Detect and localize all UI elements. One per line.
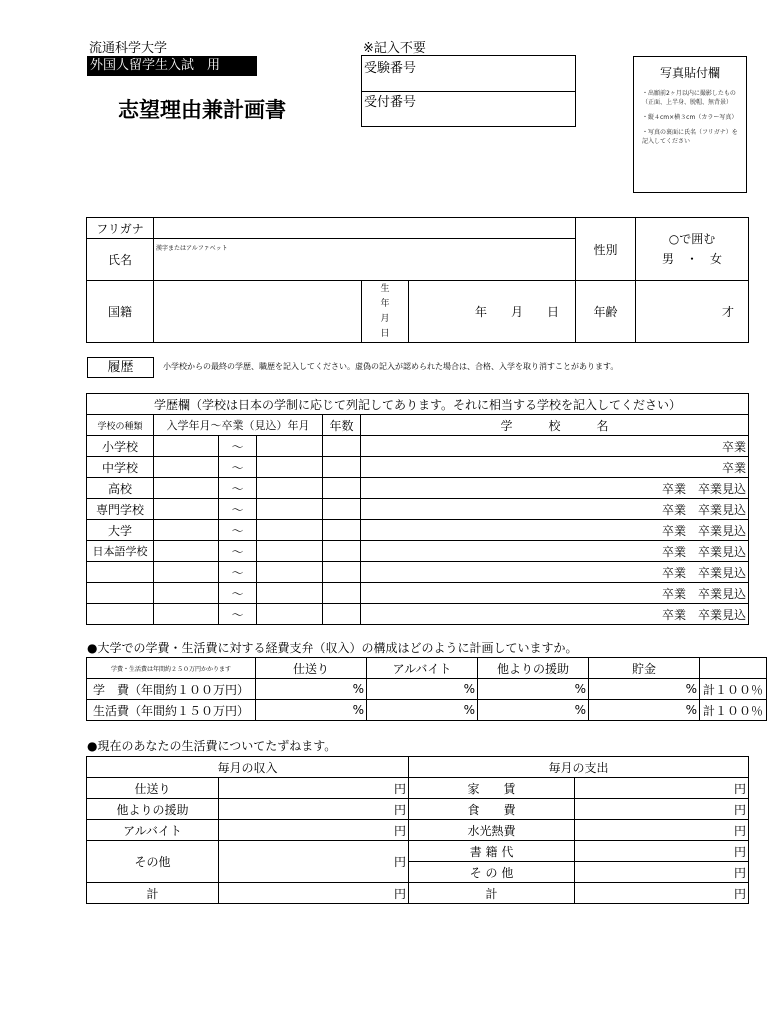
graduation-date-field[interactable] (257, 583, 323, 604)
table-row (87, 541, 749, 562)
name-field[interactable] (154, 239, 576, 281)
years-field[interactable] (323, 583, 361, 604)
graduation-date-field[interactable] (257, 478, 323, 499)
table-row (87, 604, 749, 625)
table-row (87, 820, 749, 841)
school-name-field[interactable] (361, 604, 749, 625)
gender-instruction: ○で囲む (668, 232, 716, 246)
table-row (87, 583, 749, 604)
table-row (87, 799, 749, 820)
graduation-status[interactable]: 卒業 卒業見込 (662, 481, 747, 496)
tuition-label: 学 費（年間約１００万円） (87, 679, 256, 700)
graduation-status[interactable]: 卒業 卒業見込 (662, 607, 747, 622)
photo-area[interactable] (633, 56, 747, 193)
funding-header-note: 学費・生活費は年間約２５０万円かかります (87, 658, 256, 679)
school-type: 中学校 (87, 457, 154, 478)
tilde: ～ (219, 478, 257, 499)
col-other-support: 他よりの援助 (478, 658, 589, 679)
school-name-field[interactable] (361, 478, 749, 499)
photo-note-1: ・出願前2ヶ月以内に撮影したもの（正面、上半身、脱帽、無背景） (642, 90, 736, 106)
col-period: 入学年月～卒業（見込）年月 (154, 415, 323, 436)
percent-field[interactable]: % (256, 700, 367, 721)
birthdate-label: 生 年 月 日 (362, 281, 409, 343)
years-field[interactable] (323, 562, 361, 583)
income-label: その他 (87, 841, 219, 883)
income-label: 他よりの援助 (87, 799, 219, 820)
living-cost-label: 生活費（年間約１５０万円） (87, 700, 256, 721)
nationality-label: 国籍 (87, 281, 154, 343)
expense-amount-field[interactable]: 円 (575, 820, 749, 841)
exam-number-box[interactable] (361, 55, 576, 92)
school-type: 小学校 (87, 436, 154, 457)
expense-header: 毎月の支出 (409, 757, 749, 778)
col-years: 年数 (323, 415, 361, 436)
income-header: 毎月の収入 (87, 757, 409, 778)
furigana-label: フリガナ (87, 218, 154, 239)
funding-header-blank (700, 658, 767, 679)
graduation-status[interactable]: 卒業 卒業見込 (662, 586, 747, 601)
school-name-field[interactable] (361, 436, 749, 457)
years-field[interactable] (323, 457, 361, 478)
entry-date-field[interactable] (154, 583, 219, 604)
school-name-field[interactable] (361, 583, 749, 604)
percent-field[interactable]: % (478, 700, 589, 721)
entry-date-field[interactable] (154, 541, 219, 562)
nationality-field[interactable] (154, 281, 362, 343)
table-row (87, 457, 749, 478)
expense-total-label: 計 (409, 883, 575, 904)
history-note: 小学校からの最終の学歴、職歴を記入してください。虚偽の記入が認められた場合は、合格、入学を取り消すことがあります。 (163, 362, 619, 371)
photo-title: 写真貼付欄 (659, 66, 720, 80)
gender-label: 性別 (576, 218, 636, 281)
gender-cell[interactable] (636, 218, 749, 281)
expense-total-field[interactable]: 円 (575, 883, 749, 904)
table-row (87, 520, 749, 541)
school-type[interactable] (87, 562, 154, 583)
age-label: 年齢 (576, 281, 636, 343)
income-total-field[interactable]: 円 (219, 883, 409, 904)
expense-amount-field[interactable]: 円 (575, 862, 749, 883)
gender-options[interactable]: 男 ・ 女 (662, 252, 723, 266)
school-type[interactable] (87, 583, 154, 604)
school-type: 日本語学校 (87, 541, 154, 562)
graduation-status[interactable]: 卒業 卒業見込 (662, 502, 747, 517)
income-label: 仕送り (87, 778, 219, 799)
table-row (87, 478, 749, 499)
school-name-field[interactable] (361, 520, 749, 541)
expense-label: そ の 他 (409, 862, 575, 883)
tilde: ～ (219, 583, 257, 604)
living-question: ●現在のあなたの生活費についてたずねます。 (87, 739, 337, 753)
graduation-date-field[interactable] (257, 520, 323, 541)
no-entry-note: ※記入不要 (363, 41, 426, 56)
school-name-field[interactable] (361, 499, 749, 520)
table-row (87, 436, 749, 457)
expense-label: 家 賃 (409, 778, 575, 799)
graduation-status[interactable]: 卒業 卒業見込 (662, 544, 747, 559)
percent-field[interactable]: % (256, 679, 367, 700)
years-field[interactable] (323, 604, 361, 625)
expense-label: 書 籍 代 (409, 841, 575, 862)
funding-table (86, 657, 767, 721)
graduation-date-field[interactable] (257, 436, 323, 457)
income-amount-field[interactable]: 円 (219, 841, 409, 883)
income-amount-field[interactable]: 円 (219, 799, 409, 820)
table-row (87, 679, 767, 700)
entry-date-field[interactable] (154, 562, 219, 583)
expense-label: 食 費 (409, 799, 575, 820)
table-row (87, 883, 749, 904)
expense-label: 水光熱費 (409, 820, 575, 841)
total-percent: 計１００％ (700, 700, 767, 721)
photo-note-2: ・縦４cm×横３cm（カラー写真） (642, 114, 738, 121)
graduation-date-field[interactable] (257, 457, 323, 478)
graduation-date-field[interactable] (257, 604, 323, 625)
col-school-type: 学校の種類 (87, 415, 154, 436)
exam-type-label: 外国人留学生入試 用 (87, 56, 257, 76)
col-allowance: 仕送り (256, 658, 367, 679)
table-row (87, 700, 767, 721)
entry-date-field[interactable] (154, 520, 219, 541)
school-type: 大学 (87, 520, 154, 541)
tilde: ～ (219, 604, 257, 625)
entry-date-field[interactable] (154, 478, 219, 499)
entry-date-field[interactable] (154, 457, 219, 478)
education-history-table (86, 393, 749, 625)
percent-field[interactable]: % (589, 679, 700, 700)
graduation-status[interactable]: 卒業 (722, 460, 747, 475)
years-field[interactable] (323, 541, 361, 562)
total-percent: 計１００％ (700, 679, 767, 700)
school-name-field[interactable] (361, 541, 749, 562)
photo-note-3: ・写真の裏面に氏名（フリガナ）を記入してください (642, 129, 738, 145)
percent-field[interactable]: % (367, 679, 478, 700)
col-part-time: アルバイト (367, 658, 478, 679)
expense-amount-field[interactable]: 円 (575, 841, 749, 862)
entry-date-field[interactable] (154, 436, 219, 457)
school-type: 高校 (87, 478, 154, 499)
graduation-status[interactable]: 卒業 卒業見込 (662, 565, 747, 580)
school-type: 専門学校 (87, 499, 154, 520)
expense-amount-field[interactable]: 円 (575, 778, 749, 799)
col-savings: 貯金 (589, 658, 700, 679)
school-name-field[interactable] (361, 562, 749, 583)
years-field[interactable] (323, 436, 361, 457)
table-row (87, 841, 749, 862)
col-school-name: 学 校 名 (361, 415, 749, 436)
tilde: ～ (219, 562, 257, 583)
school-name-field[interactable] (361, 457, 749, 478)
income-amount-field[interactable]: 円 (219, 820, 409, 841)
furigana-field[interactable] (154, 218, 576, 239)
entry-date-field[interactable] (154, 499, 219, 520)
university-name: 流通科学大学 (89, 41, 168, 56)
percent-field[interactable]: % (367, 700, 478, 721)
percent-field[interactable]: % (478, 679, 589, 700)
exam-number-label: 受験番号 (364, 61, 417, 76)
graduation-status[interactable]: 卒業 卒業見込 (662, 523, 747, 538)
years-field[interactable] (323, 520, 361, 541)
name-hint: 漢字またはアルファベット (156, 245, 228, 252)
birthdate-field[interactable]: 年 月 日 (409, 281, 576, 343)
tilde: ～ (219, 457, 257, 478)
graduation-date-field[interactable] (257, 562, 323, 583)
receipt-number-box[interactable] (361, 90, 576, 127)
name-label: 氏名 (87, 239, 154, 281)
school-type[interactable] (87, 604, 154, 625)
graduation-date-field[interactable] (257, 541, 323, 562)
tilde: ～ (219, 541, 257, 562)
receipt-number-label: 受付番号 (364, 95, 417, 110)
income-amount-field[interactable]: 円 (219, 778, 409, 799)
age-field[interactable]: 才 (636, 281, 749, 343)
table-row (87, 499, 749, 520)
graduation-date-field[interactable] (257, 499, 323, 520)
tilde: ～ (219, 436, 257, 457)
years-field[interactable] (323, 478, 361, 499)
document-title: 志望理由兼計画書 (118, 98, 286, 122)
entry-date-field[interactable] (154, 604, 219, 625)
tilde: ～ (219, 499, 257, 520)
income-label: アルバイト (87, 820, 219, 841)
table-row (87, 562, 749, 583)
percent-field[interactable]: % (589, 700, 700, 721)
living-expense-table (86, 756, 749, 904)
education-table-title: 学歴欄（学校は日本の学制に応じて列記してあります。それに相当する学校を記入してください） (87, 394, 749, 415)
history-label: 履歴 (87, 357, 154, 378)
personal-info-table (86, 217, 749, 343)
funding-question: ●大学での学費・生活費に対する経費支弁（収入）の構成はどのように計画していますか。 (87, 641, 578, 655)
tilde: ～ (219, 520, 257, 541)
graduation-status[interactable]: 卒業 (722, 439, 747, 454)
table-row (87, 778, 749, 799)
years-field[interactable] (323, 499, 361, 520)
expense-amount-field[interactable]: 円 (575, 799, 749, 820)
income-total-label: 計 (87, 883, 219, 904)
